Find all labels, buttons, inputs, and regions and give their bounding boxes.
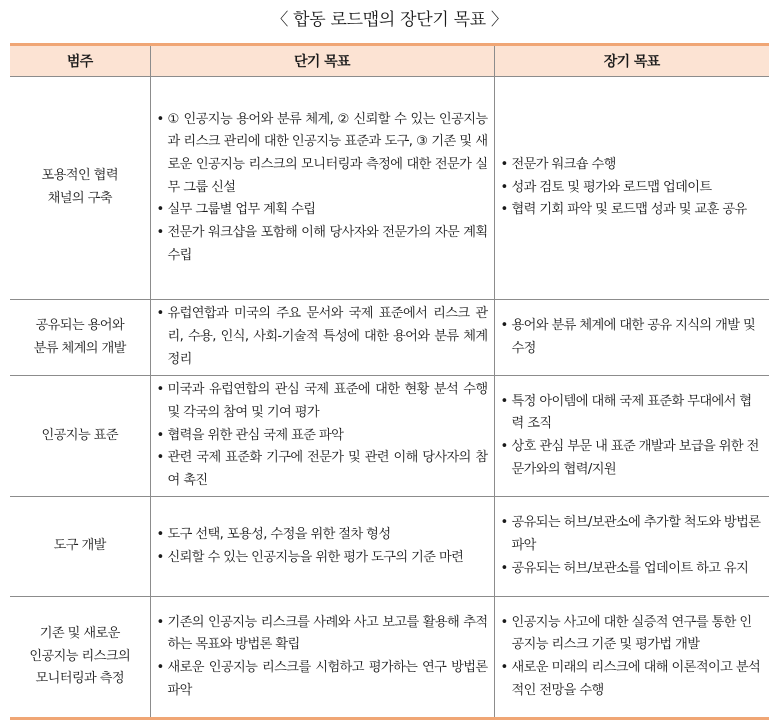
short-term-item: • 신뢰할 수 있는 인공지능을 위한 평가 도구의 기준 마련 <box>157 547 488 570</box>
table-row <box>10 376 769 497</box>
short-term-item: • 새로운 인공지능 리스크를 시험하고 평가하는 연구 방법론 파악 <box>157 657 488 702</box>
table-header-row <box>10 45 769 77</box>
long-term-cell <box>494 597 769 719</box>
short-term-item: • 실무 그룹별 업무 계획 수립 <box>157 199 488 222</box>
short-term-item: • 협력을 위한 관심 국제 표준 파악 <box>157 425 488 448</box>
category-line: 인공지능 리스크의 <box>29 648 131 664</box>
table-row <box>10 300 769 376</box>
long-term-item: • 용어와 분류 체계에 대한 공유 지식의 개발 및 수정 <box>501 315 764 360</box>
category-cell <box>10 376 150 497</box>
long-term-cell <box>494 77 769 300</box>
header-category: 범주 <box>10 45 150 77</box>
short-term-item: • 도구 선택, 포용성, 수정을 위한 절차 형성 <box>157 524 488 547</box>
page-title: 〈 합동 로드맵의 장단기 목표 〉 <box>271 10 508 30</box>
long-term-item: • 새로운 미래의 리스크에 대해 이론적이고 분석적인 전망을 수행 <box>501 657 764 702</box>
long-term-item: • 전문가 워크숍 수행 <box>501 154 764 177</box>
short-term-cell <box>150 376 494 497</box>
category-cell <box>10 497 150 597</box>
category-cell <box>10 300 150 376</box>
long-term-item: • 성과 검토 및 평가와 로드맵 업데이트 <box>501 177 764 200</box>
category-line: 공유되는 용어와 <box>35 317 125 333</box>
long-term-item: • 상호 관심 부문 내 표준 개발과 보급을 위한 전문가와의 협력/지원 <box>501 436 764 481</box>
category-line: 분류 체계의 개발 <box>33 340 126 356</box>
category-cell <box>10 597 150 719</box>
category-line: 포용적인 협력 <box>41 168 118 184</box>
short-term-item: • 유럽연합과 미국의 주요 문서와 국제 표준에서 리스크 관리, 수용, 인식, 사회-기술적 특성에 대한 용어와 분류 체계 정리 <box>157 303 488 371</box>
category-line: 채널의 구축 <box>47 191 112 206</box>
long-term-item: • 공유되는 허브/보관소에 추가할 척도와 방법론 파악 <box>501 512 764 557</box>
category-line: 모니터링과 측정 <box>35 671 125 687</box>
short-term-cell <box>150 597 494 719</box>
short-term-item: • 전문가 워크샵을 포함해 이해 당사자와 전문가의 자문 계획 수립 <box>157 222 488 267</box>
long-term-item: • 인공지능 사고에 대한 실증적 연구를 통한 인공지능 리스크 기준 및 평가법 개발 <box>501 612 764 657</box>
long-term-cell <box>494 497 769 597</box>
long-term-item: • 공유되는 허브/보관소를 업데이트 하고 유지 <box>501 558 764 581</box>
short-term-cell <box>150 77 494 300</box>
category-line: 인공지능 표준 <box>41 427 118 443</box>
long-term-cell <box>494 376 769 497</box>
short-term-item: • 관련 국제 표준화 기구에 전문가 및 관련 이해 당사자의 참여 촉진 <box>157 447 488 492</box>
short-term-item: • 미국과 유럽연합의 관심 국제 표준에 대한 현황 분석 수행 및 각국의 참여 및 기여 평가 <box>157 379 488 424</box>
roadmap-table <box>10 43 769 720</box>
category-line: 도구 개발 <box>53 538 106 554</box>
short-term-item: • 기존의 인공지능 리스크를 사례와 사고 보고를 활용해 추적하는 목표와 방법론 확립 <box>157 612 488 657</box>
category-line: 기존 및 새로운 <box>39 625 120 641</box>
short-term-cell <box>150 300 494 376</box>
long-term-item: • 협력 기회 파악 및 로드맵 성과 및 교훈 공유 <box>501 199 764 222</box>
category-cell <box>10 77 150 300</box>
table-row <box>10 77 769 300</box>
long-term-item: • 특정 아이템에 대해 국제 표준화 무대에서 협력 조직 <box>501 391 764 436</box>
table-row <box>10 497 769 597</box>
long-term-cell <box>494 300 769 376</box>
header-long-term: 장기 목표 <box>494 45 769 77</box>
short-term-item: • ① 인공지능 용어와 분류 체계, ② 신뢰할 수 있는 인공지능과 리스크 관리에 대한 인공지능 표준과 도구, ③ 기존 및 새로운 인공지능 리스크의 모니터링과 측정에 대한 전문가 실무 그룹 신설 <box>157 109 488 200</box>
header-short-term: 단기 목표 <box>150 45 494 77</box>
short-term-cell <box>150 497 494 597</box>
table-row <box>10 597 769 719</box>
